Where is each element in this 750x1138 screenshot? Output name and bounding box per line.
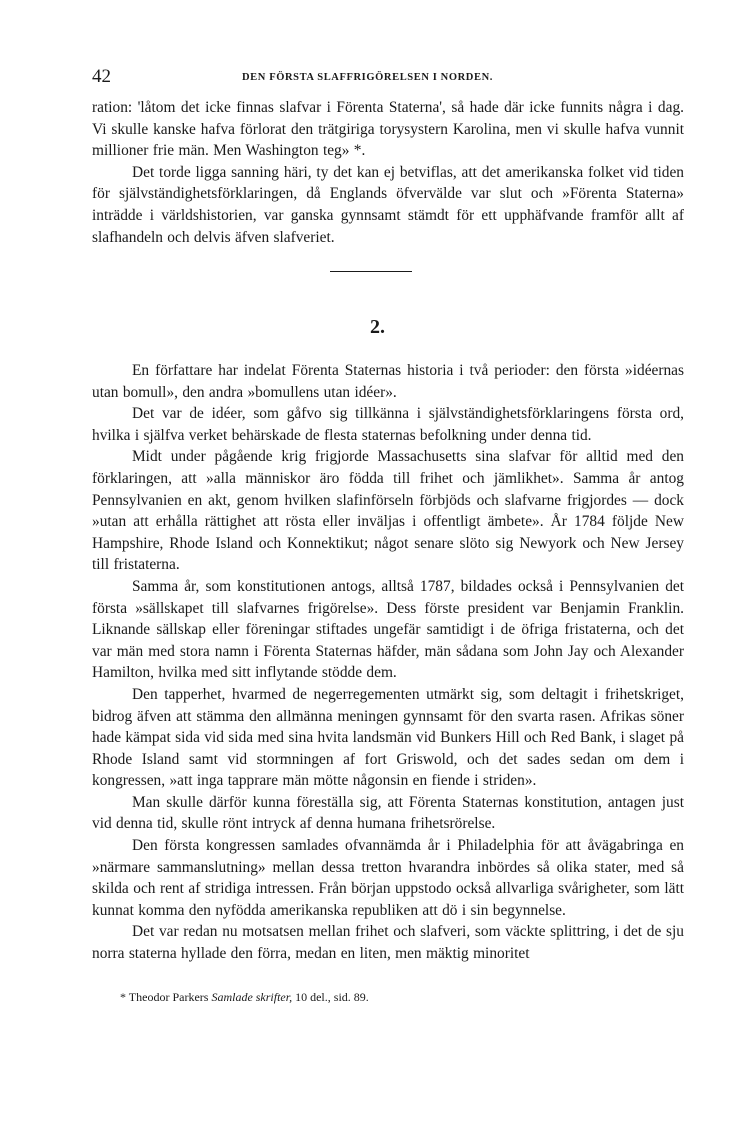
page-number: 42 [92,66,111,87]
paragraph: Samma år, som konstitutionen antogs, alltså 1787, bildades också i Pennsylvanien det första »sällskapet till slafvarnes frigörelse». Dess förste president var Benjamin Franklin. Liknande sällskap eller föreningar stiftades ungefär samtidigt i de öfriga fristaterna, och det var män med stora namn i Förenta Staternas häfder, män sådana som John Jay och Alexander Hamilton, hvilka med sitt inflytande stödde dem. [92,577,684,682]
section-number: 2. [370,316,385,338]
paragraph: Den första kongressen samlades ofvannämda år i Philadelphia för att åvägabringa en »närmare sammanslutning» mellan dessa tretton hvarandra inbördes så olika stater, med så skilda och rent af stridiga intressen. Från början uppstodo också allvarliga svårigheter, som lätt kunnat komma den nyfödda amerikanska republiken att dö i sin begynnelse. [92,837,684,919]
page-header [92,66,684,88]
section-divider [330,271,412,272]
paragraph: Man skulle därför kunna föreställa sig, att Förenta Staternas konstitution, antagen just vid denna tid, skulle rönt intryck af denna humana frihetsrörelse. [92,793,684,833]
footnote [120,990,369,1005]
footnote-marker: * [120,990,126,1004]
paragraph: Den tapperhet, hvarmed de negerregementen utmärkt sig, som deltagit i frihetskriget, bidrog äfven att stämma den allmänna meningen gynnsamt för den svarta rasen. Afrikas söner hade kämpat sida vid sida med sina hvita landsmän vid Bunkers Hill och Red Bank, i slaget på Rhode Island samt vid stormningen af fort Griswold, och det sades sedan om dem i kongressen, »att inga tapprare män mötte någonsin en fiende i striden». [92,685,684,790]
paragraph: ration: 'låtom det icke finnas slafvar i Förenta Staterna', så hade där icke funnits några i dag. Vi skulle kanske hafva förlorat den trätgiriga torysystern Karolina, men vi skulle hafva vunnit millioner frie män. Men Washington teg» *. [92,99,684,160]
text-block-main [92,360,684,965]
paragraph: Det torde ligga sanning häri, ty det kan ej betviflas, att det amerikanska folket vid tiden för självständighetsförklaringen, då Englands öfvervälde var slut och »Förenta Staterna» inträdde i världshistorien, var ganska gynnsamt stämdt för ett upphäfvande framför allt af slafhandeln och delvis äfven slafveriet. [92,163,684,246]
footnote-author: Theodor Parkers [128,990,209,1004]
paragraph: Det var de idéer, som gåfvo sig tillkänna i självständighetsförklaringens första ord, hvilka i själfva verket behärskade de flesta staternas befolkning under denna tid. [92,405,684,444]
paragraph: Midt under pågående krig frigjorde Massachusetts sina slafvar för alltid med den förklaringen, att »alla människor äro födda till frihet och jämlikhet». Samma år antog Pennsylvanien en akt, genom hvilken slafinförseln förbjöds och slafvarne frigjordes — dock »utan att erhålla rättighet att rösta eller inväljas i offentligt ämbete». År 1784 följde New Hampshire, Rhode Island och Konnektikut; något senare slöto sig Newyork och New Jersey till fristaterna. [92,448,684,574]
running-title: DEN FÖRSTA SLAFFRIGÖRELSEN I NORDEN. [242,72,493,83]
footnote-work: Samlade skrifter, [211,990,293,1004]
paragraph: En författare har indelat Förenta Staternas historia i två perioder: den första »idéernas utan bomull», den andra »bomullens utan idéer». [92,362,684,401]
footnote-location: 10 del., sid. 89. [295,990,369,1004]
paragraph: Det var redan nu motsatsen mellan frihet och slafveri, som väckte splittring, i det de sju norra staterna hyllade den förra, medan en liten, men mäktig minoritet [92,923,684,963]
text-block-top [92,97,684,248]
